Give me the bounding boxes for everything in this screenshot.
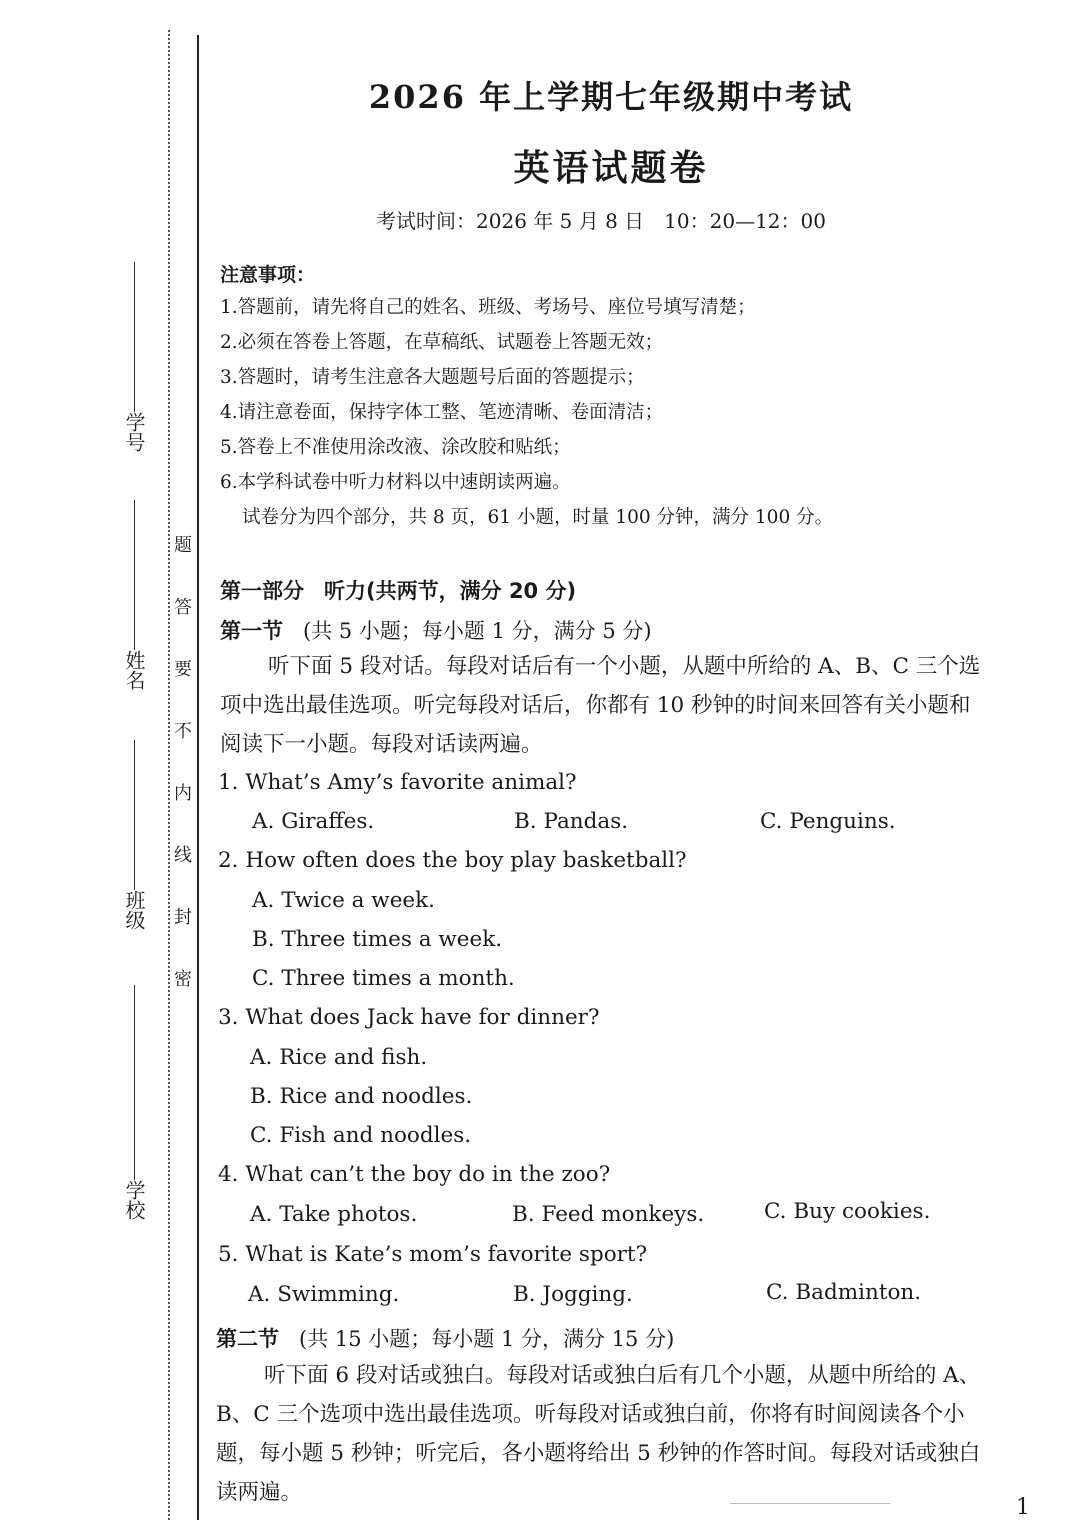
cut-dotted-line	[168, 30, 170, 1520]
option-1c: C. Penguins.	[760, 809, 896, 834]
question-4: 4. What can’t the boy do in the zoo?	[218, 1162, 611, 1187]
seal-char: 不	[174, 721, 192, 742]
option-5b: B. Jogging.	[513, 1282, 633, 1307]
class-label: 班级	[122, 890, 146, 930]
option-1a: A. Giraffes.	[252, 809, 375, 834]
part1-title: 听力(共两节，满分 20 分)	[324, 579, 577, 603]
section2-scoring: (共 15 小题；每小题 1 分，满分 15 分)	[299, 1327, 675, 1351]
option-3b: B. Rice and noodles.	[250, 1084, 473, 1109]
seal-warning	[172, 515, 194, 1011]
option-4c: C. Buy cookies.	[764, 1199, 931, 1224]
scan-mark	[730, 1503, 890, 1504]
class-field[interactable]	[120, 740, 148, 930]
option-2b: B. Three times a week.	[252, 927, 503, 952]
school-label: 学校	[122, 1180, 146, 1220]
question-1: 1. What’s Amy’s favorite animal?	[218, 770, 577, 795]
section1-scoring: (共 5 小题；每小题 1 分，满分 5 分)	[303, 619, 652, 643]
exam-summary: 试卷分为四个部分，共 8 页，61 小题，时量 100 分钟，满分 100 分。	[242, 507, 834, 528]
exam-time: 考试时间：2026 年 5 月 8 日 10：20—12：00	[376, 209, 826, 233]
name-blank[interactable]	[134, 500, 135, 650]
exam-subtitle: 英语试题卷	[513, 147, 709, 189]
option-4b: B. Feed monkeys.	[512, 1202, 705, 1227]
option-5a: A. Swimming.	[248, 1282, 400, 1307]
note-item: 6.本学科试卷中听力材料以中速朗读两遍。	[220, 472, 571, 493]
part1-heading	[220, 575, 576, 605]
section1-instructions: 听下面 5 段对话。每段对话后有一个小题，从题中所给的 A、B、C 三个选项中选出最佳选项。听完每段对话后，你都有 10 秒钟的时间来回答有关小题和阅读下一小题。每段对话读两遍。	[220, 654, 981, 757]
note-item: 1.答题前，请先将自己的姓名、班级、考场号、座位号填写清楚；	[220, 297, 756, 318]
note-item: 4.请注意卷面，保持字体工整、笔迹清晰、卷面清洁；	[220, 402, 664, 423]
option-3c: C. Fish and noodles.	[250, 1123, 472, 1148]
part1-label: 第一部分	[220, 579, 304, 603]
section2-instructions: 听下面 6 段对话或独白。每段对话或独白后有几个小题，从题中所给的 A、B、C 三个选项中选出最佳选项。听每段对话或独白前，你将有时间阅读各个小题，每小题 5 秒钟；听完后，各小题将给出 5 秒钟的作答时间。每段对话或独白读两遍。	[216, 1363, 981, 1505]
name-label: 姓名	[122, 650, 146, 690]
option-3a: A. Rice and fish.	[250, 1045, 428, 1070]
note-item: 2.必须在答卷上答题，在草稿纸、试题卷上答题无效；	[220, 332, 664, 353]
option-4a: A. Take photos.	[250, 1202, 418, 1227]
name-field[interactable]	[120, 500, 148, 690]
page-number: 1	[1016, 1495, 1030, 1520]
seal-char: 封	[174, 907, 192, 928]
seal-char: 线	[174, 845, 192, 866]
note-item: 5.答卷上不准使用涂改液、涂改胶和贴纸；	[220, 437, 571, 458]
option-1b: B. Pandas.	[514, 809, 629, 834]
seal-char: 答	[174, 597, 192, 618]
question-2: 2. How often does the boy play basketball?	[218, 848, 687, 873]
notes-heading: 注意事项：	[220, 264, 316, 286]
exam-title: 2026 年上学期七年级期中考试	[368, 78, 854, 116]
student-no-blank[interactable]	[134, 262, 135, 412]
seal-line	[197, 35, 199, 1520]
question-5: 5. What is Kate’s mom’s favorite sport?	[218, 1242, 648, 1267]
seal-char: 密	[174, 969, 192, 990]
school-field[interactable]	[120, 985, 148, 1220]
section1-label: 第一节	[220, 619, 283, 643]
section1-heading	[220, 615, 652, 645]
class-blank[interactable]	[134, 740, 135, 890]
option-2c: C. Three times a month.	[252, 966, 515, 991]
section2-label: 第二节	[216, 1327, 279, 1351]
binding-margin	[0, 0, 205, 1527]
student-no-label: 学号	[122, 412, 146, 452]
question-3: 3. What does Jack have for dinner?	[218, 1005, 600, 1030]
option-5c: C. Badminton.	[766, 1280, 922, 1305]
seal-char: 要	[174, 659, 192, 680]
section2-heading	[216, 1323, 674, 1353]
seal-char: 内	[174, 783, 192, 804]
option-2a: A. Twice a week.	[252, 888, 436, 913]
school-blank[interactable]	[134, 985, 135, 1180]
note-item: 3.答题时，请考生注意各大题题号后面的答题提示；	[220, 367, 645, 388]
student-no-field[interactable]	[120, 262, 148, 452]
seal-char: 题	[174, 535, 192, 556]
